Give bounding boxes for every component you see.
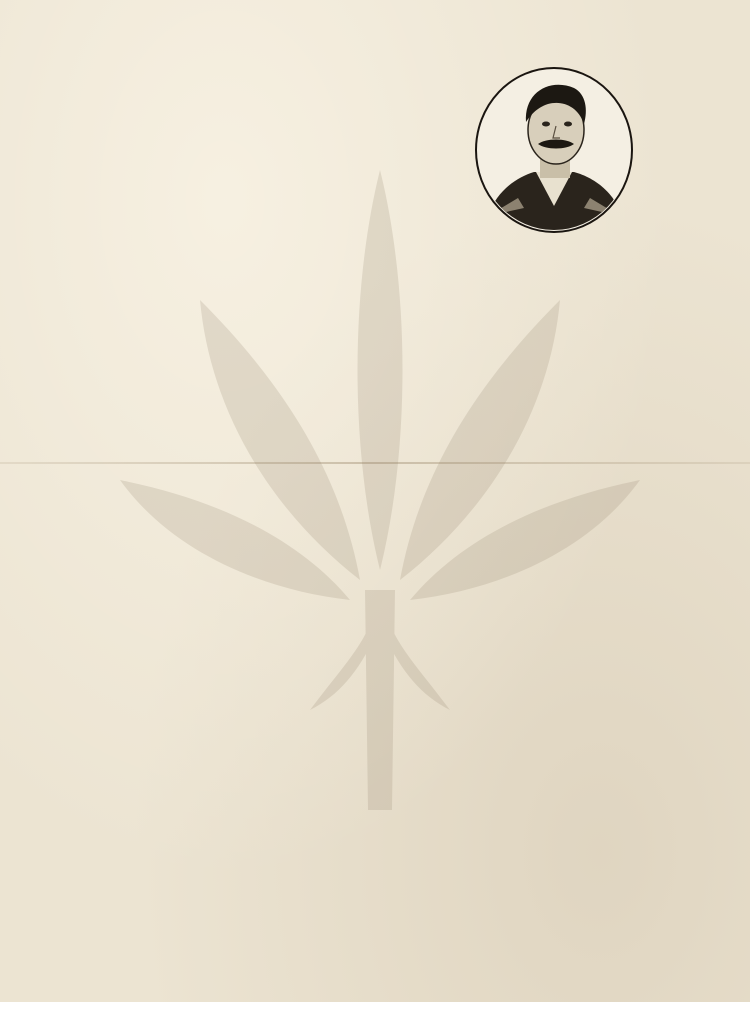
- paper-fold-line: [0, 462, 750, 464]
- stalin-portrait-icon: [474, 66, 634, 234]
- leaf-watermark-icon: [110, 150, 650, 830]
- gallery-footer: [0, 1002, 750, 1020]
- ornament-border-top: [58, 18, 694, 44]
- ornament-border-right: [668, 44, 696, 344]
